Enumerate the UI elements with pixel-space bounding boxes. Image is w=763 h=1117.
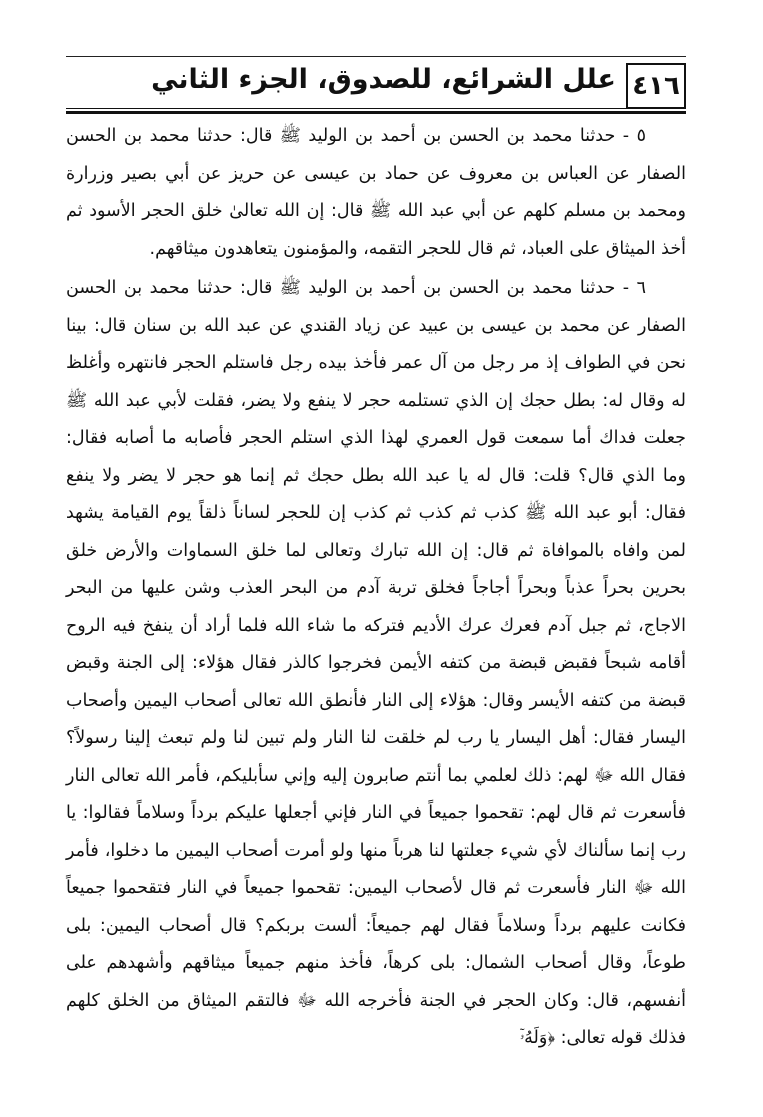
page-header bbox=[66, 56, 686, 114]
running-title: علل الشرائع، للصدوق، الجزء الثاني bbox=[151, 64, 616, 95]
header-thin-rule bbox=[66, 108, 686, 109]
hadith-text bbox=[66, 118, 686, 1058]
header-bottom-rule bbox=[66, 111, 686, 114]
hadith-5: ٥ - حدثنا محمد بن الحسن بن أحمد بن الوليد ﷺ قال: حدثنا محمد بن الحسن الصفار عن العباس بن معروف عن حماد بن عيسى عن حريز عن أبي بصير وزرارة ومحمد بن مسلم كلهم عن أبي عبد الله ﷺ قال: إن الله تعالىٰ خلق الحجر الأسود ثم أخذ الميثاق على العباد، ثم قال للحجر التقمه، والمؤمنون يتعاهدون ميثاقهم. bbox=[66, 126, 686, 259]
page-number: ٤١٦ bbox=[626, 63, 686, 109]
header-top-rule bbox=[66, 56, 686, 57]
hadith-6: ٦ - حدثنا محمد بن الحسن بن أحمد بن الوليد ﷺ قال: حدثنا محمد بن الحسن الصفار عن محمد بن عيسى بن عبيد عن زياد القندي عن عبد الله بن سنان قال: بينا نحن في الطواف إذ مر رجل من آل عمر فأخذ بيده رجل فاستلم الحجر فانتهره وأغلظ له وقال له: بطل حجك إن الذي تستلمه حجر لا ينفع ولا يضر، فقلت لأبي عبد الله ﷺ جعلت فداك أما سمعت قول العمري لهذا الذي استلم الحجر فأصابه ما أصابه فقال: وما الذي قال؟ قلت: قال له يا عبد الله بطل حجك ثم إنما هو حجر لا يضر ولا ينفع فقال: أبو عبد الله ﷺ كذب ثم كذب ثم كذب إن للحجر لساناً ذلقاً يوم القيامة يشهد لمن وافاه بالموافاة ثم قال: إن الله تبارك وتعالى لما خلق السماوات والأرض خلق بحرين بحراً عذباً وبحراً أجاجاً فخلق تربة آدم من البحر العذب وشن عليها من البحر الاجاج، ثم جبل آدم فعرك عرك الأديم فتركه ما شاء الله فلما أراد أن ينفخ فيه الروح أقامه شبحاً فقبض قبضة من كتفه الأيمن فخرجوا كالذر فقال هؤلاء: إلى الجنة وقبض قبضة من كتفه الأيسر وقال: هؤلاء إلى النار فأنطق الله تعالى أصحاب اليمين وأصحاب اليسار فقال: أهل اليسار يا رب لم خلقت لنا النار ولم تبين لنا ولم تبعث إلينا رسولاً؟ فقال الله ﷻ لهم: ذلك لعلمي بما أنتم صابرون إليه وإني سأبليكم، فأمر الله تعالى النار فأسعرت ثم قال لهم: تقحموا جميعاً في النار فإني أجعلها عليكم برداً وسلاماً فقالوا: يا رب إنما سألناك لأي شيء جعلتها لنا هرباً منها ولو أمرت أصحاب اليمين ما دخلوا، فأمر الله ﷻ النار فأسعرت ثم قال لأصحاب اليمين: تقحموا جميعاً في النار فتقحموا جميعاً فكانت عليهم برداً وسلاماً فقال لهم جميعاً: ألست بربكم؟ قال أصحاب اليمين: بلى طوعاً، وقال أصحاب الشمال: بلى كرهاً، فأخذ منهم جميعاً ميثاقهم وأشهدهم على أنفسهم، قال: وكان الحجر في الجنة فأخرجه الله ﷻ فالتقم الميثاق من الخلق كلهم فذلك قوله تعالى: ﴿وَلَهُۥٓ bbox=[66, 278, 686, 1048]
